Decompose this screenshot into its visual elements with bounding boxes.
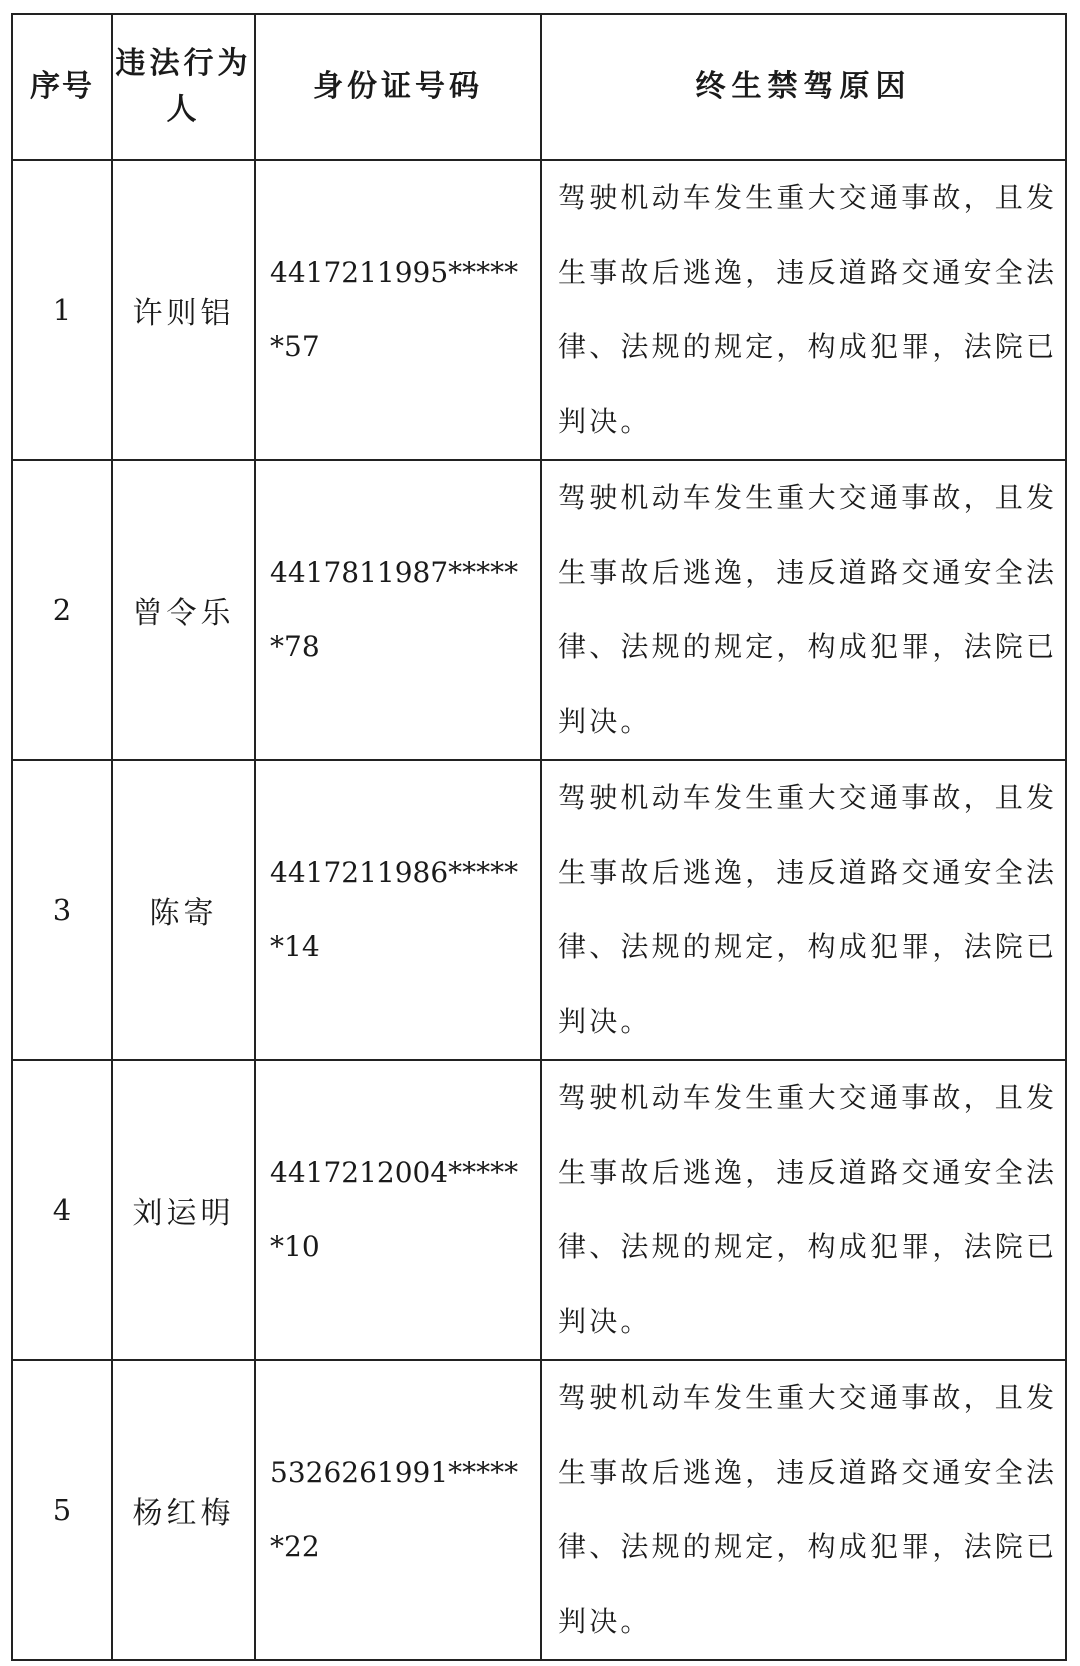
row-name: 陈寄 <box>112 760 255 1060</box>
header-seq: 序号 <box>12 14 112 160</box>
row-seq: 5 <box>12 1360 112 1660</box>
table-header <box>12 14 1066 160</box>
row-seq: 4 <box>12 1060 112 1360</box>
table-row <box>12 460 1066 760</box>
row-reason: 驾驶机动车发生重大交通事故，且发生事故后逃逸，违反道路交通安全法律、法规的规定，构成犯罪，法院已判决。 <box>541 460 1066 760</box>
table-row <box>12 1060 1066 1360</box>
row-reason: 驾驶机动车发生重大交通事故，且发生事故后逃逸，违反道路交通安全法律、法规的规定，构成犯罪，法院已判决。 <box>541 160 1066 460</box>
table-row <box>12 760 1066 1060</box>
row-id-number: 4417811987******78 <box>255 460 541 760</box>
row-id-number: 4417211986******14 <box>255 760 541 1060</box>
row-seq: 1 <box>12 160 112 460</box>
row-name: 杨红梅 <box>112 1360 255 1660</box>
row-reason: 驾驶机动车发生重大交通事故，且发生事故后逃逸，违反道路交通安全法律、法规的规定，构成犯罪，法院已判决。 <box>541 1360 1066 1660</box>
header-person: 违法行为人 <box>112 14 255 160</box>
row-name: 曾令乐 <box>112 460 255 760</box>
driving-ban-table <box>11 13 1067 1661</box>
table-body <box>12 160 1066 1660</box>
row-seq: 2 <box>12 460 112 760</box>
row-name: 刘运明 <box>112 1060 255 1360</box>
header-id-number: 身份证号码 <box>255 14 541 160</box>
row-seq: 3 <box>12 760 112 1060</box>
table-row <box>12 1360 1066 1660</box>
row-id-number: 4417211995******57 <box>255 160 541 460</box>
header-row <box>12 14 1066 160</box>
row-name: 许则铝 <box>112 160 255 460</box>
header-reason: 终生禁驾原因 <box>541 14 1066 160</box>
row-reason: 驾驶机动车发生重大交通事故，且发生事故后逃逸，违反道路交通安全法律、法规的规定，构成犯罪，法院已判决。 <box>541 1060 1066 1360</box>
row-reason: 驾驶机动车发生重大交通事故，且发生事故后逃逸，违反道路交通安全法律、法规的规定，构成犯罪，法院已判决。 <box>541 760 1066 1060</box>
table-row <box>12 160 1066 460</box>
row-id-number: 5326261991******22 <box>255 1360 541 1660</box>
row-id-number: 4417212004******10 <box>255 1060 541 1360</box>
